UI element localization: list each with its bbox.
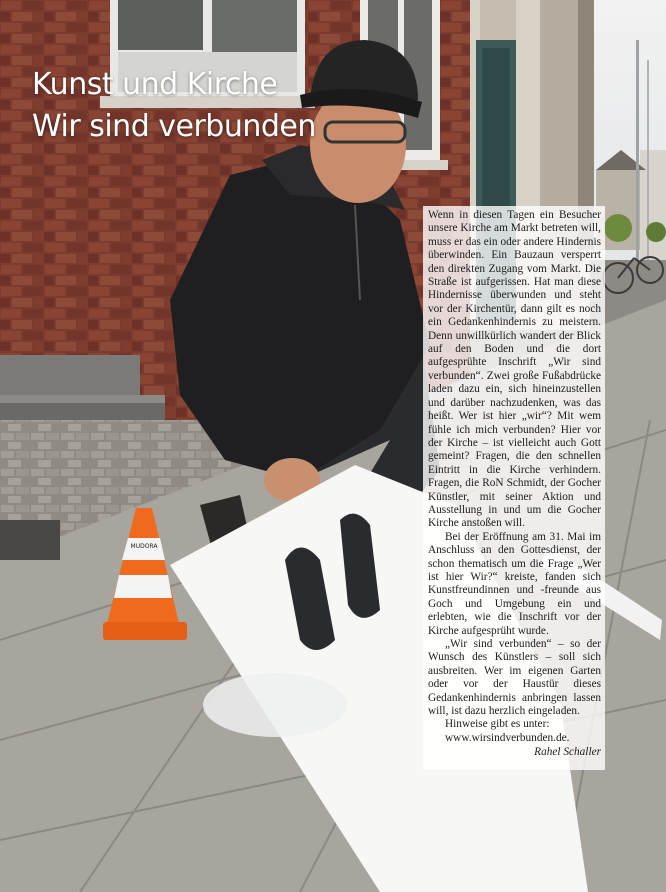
headline bbox=[32, 64, 316, 148]
article-text-box bbox=[423, 206, 605, 770]
headline-line-1: Kunst und Kirche bbox=[32, 67, 278, 102]
article-paragraph: Wenn in diesen Tagen ein Besucher unsere Kirche am Markt betreten will, muss er das ein oder andere Hindernis überwinden. Ein Bauzaun versperrt den direkten Zugang vom Markt. Die Straße ist aufgerissen. Hat man diese Hindernisse überwunden und steht vor der Kirchentür, dann gilt es noch ein Gedankenhindernis zu meistern. Denn unwillkürlich wandert der Blick auf den Boden und die dort aufgesprühte Inschrift „Wir sind verbunden“. Zwei große Fußabdrücke laden dazu ein, sich hineinzustellen und darüber nachzudenken, was das heißt. Wer ist hier „wir“? Mit wem fühle ich mich verbunden? Hier vor der Kirche – ist vielleicht auch Gott gemeint? Fragen, die den schnellen Eintritt in die Kirche verhindern. Fragen, die RoN Schmidt, der Gocher Künstler, mit seiner Aktion und Ausstellung in und um die Gocher Kirche anstoßen will. bbox=[428, 209, 601, 530]
article-paragraph: Bei der Eröffnung am 31. Mai im Anschluss an den Gottesdienst, der schon thematisch um die Frage „Wer ist hier Wir?“ kreiste, fanden sich Kunstfreundinnen und -freunde aus Goch und Umgebung ein und erlebten, wie die Inschrift vor der Kirche aufgesprüht wurde. bbox=[428, 530, 601, 637]
article-paragraph: „Wir sind verbunden“ – so der Wunsch des Künstlers – soll sich ausbreiten. Wer im eigenen Garten oder vor der Haustür dieses Gedankenhindernis anbringen lassen will, ist dazu herzlich eingeladen. bbox=[428, 638, 601, 718]
hint-label: Hinweise gibt es unter: bbox=[445, 718, 550, 731]
headline-line-2: Wir sind verbunden bbox=[32, 109, 316, 144]
cone-label: MUDORA bbox=[130, 543, 158, 550]
author-name: Rahel Schaller bbox=[534, 746, 601, 759]
website-link[interactable]: www.wirsindverbunden.de. bbox=[445, 731, 570, 744]
